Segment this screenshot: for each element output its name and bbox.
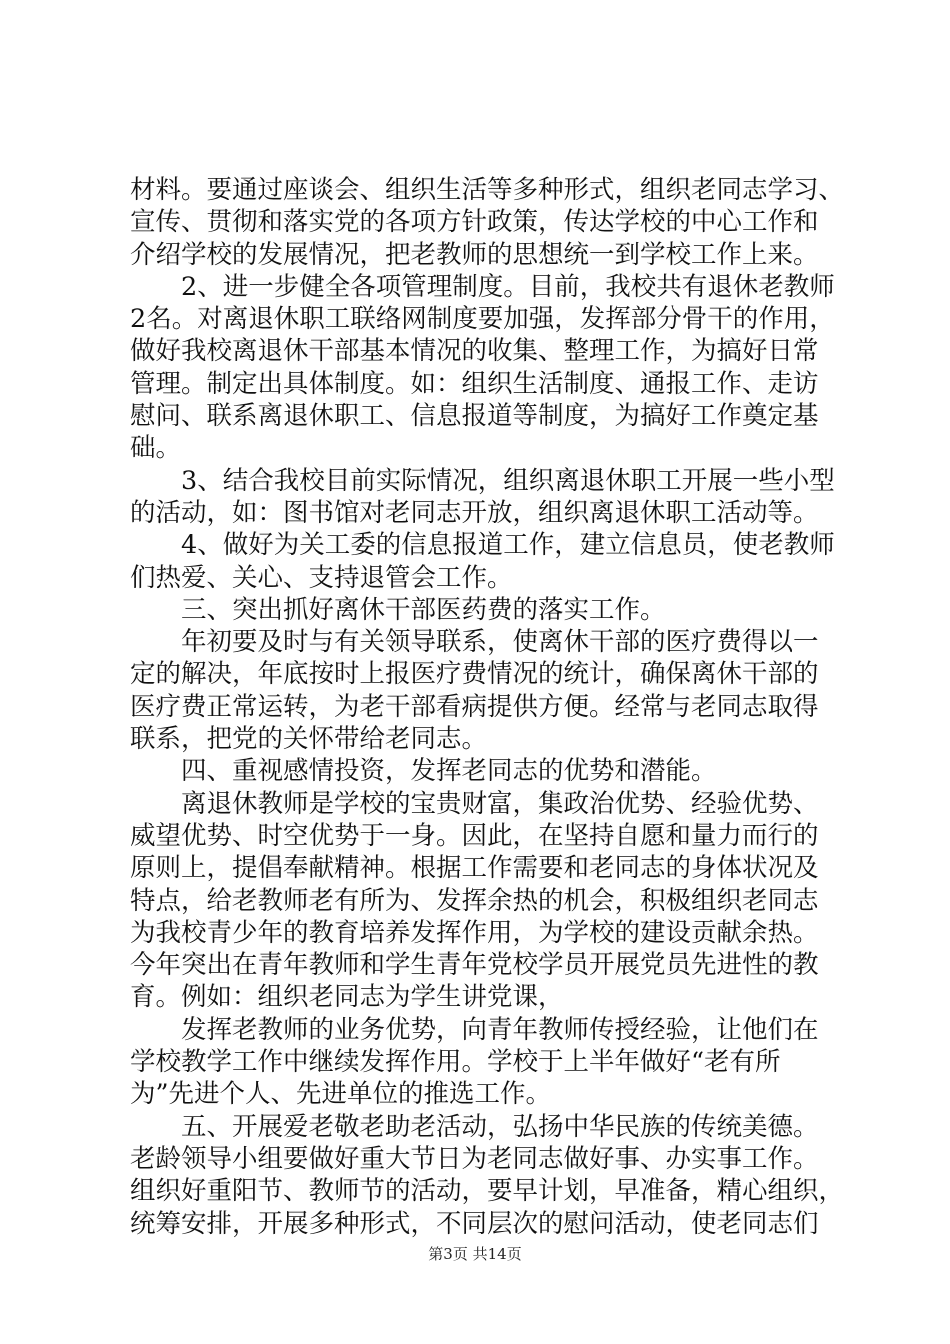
text-line: 材料。要通过座谈会、组织生活等多种形式，组织老同志学习、 [130, 175, 845, 205]
text-line: 介绍学校的发展情况，把老教师的思想统一到学校工作上来。 [130, 239, 819, 270]
text-line: 的活动，如：图书馆对老同志开放，组织离退休职工活动等。 [130, 497, 819, 528]
text-line: 育。例如：组织老同志为学生讲党课， [130, 982, 564, 1013]
text-line: 威望优势、时空优势于一身。因此，在坚持自愿和量力而行的 [130, 820, 819, 851]
text-line: 统筹安排，开展多种形式，不同层次的慰问活动，使老同志们 [130, 1208, 819, 1239]
text-line: 联系，把党的关怀带给老同志。 [130, 724, 488, 755]
text-line: 管理。制定出具体制度。如：组织生活制度、通报工作、走访 [130, 368, 819, 399]
text-line: 做好我校离退休干部基本情况的收集、整理工作，为搞好日常 [130, 336, 819, 367]
text-line: 2名。对离退休职工联络网制度要加强，发挥部分骨干的作用， [130, 304, 835, 335]
text-line: 离退休教师是学校的宝贵财富，集政治优势、经验优势、 [181, 788, 819, 819]
text-line: 五、开展爱老敬老助老活动，弘扬中华民族的传统美德。 [181, 1111, 819, 1142]
text-line: 4、做好为关工委的信息报道工作，建立信息员，使老教师 [181, 530, 835, 561]
text-line: 四、重视感情投资，发挥老同志的优势和潜能。 [181, 756, 717, 787]
text-line: 们热爱、关心、支持退管会工作。 [130, 562, 513, 593]
page-number-label: 第3页 共14页 [428, 1245, 522, 1263]
page-footer [0, 1243, 950, 1264]
text-line: 医疗费正常运转，为老干部看病提供方便。经常与老同志取得 [130, 691, 819, 722]
text-line: 慰问、联系离退休职工、信息报道等制度，为搞好工作奠定基 [130, 401, 819, 432]
text-line: 原则上，提倡奉献精神。根据工作需要和老同志的身体状况及 [130, 853, 819, 884]
text-line: 2、进一步健全各项管理制度。目前，我校共有退休老教师 [181, 271, 835, 302]
text-line: 老龄领导小组要做好重大节日为老同志做好事、办实事工作。 [130, 1143, 819, 1174]
document-body [130, 174, 845, 1240]
text-lines [130, 174, 845, 1240]
text-line: 3、结合我校目前实际情况，组织离退休职工开展一些小型 [181, 465, 835, 496]
text-line: 年初要及时与有关领导联系，使离休干部的医疗费得以一 [181, 627, 819, 658]
text-line: 组织好重阳节、教师节的活动，要早计划，早准备，精心组织， [130, 1176, 845, 1207]
text-line: 为我校青少年的教育培养发挥作用，为学校的建设贡献余热。 [130, 917, 819, 948]
text-line: 学校教学工作中继续发挥作用。学校于上半年做好“老有所 [130, 1047, 781, 1078]
text-line: 特点，给老教师老有所为、发挥余热的机会，积极组织老同志 [130, 885, 819, 916]
text-line: 为”先进个人、先进单位的推选工作。 [130, 1079, 552, 1110]
text-line: 宣传、贯彻和落实党的各项方针政策，传达学校的中心工作和 [130, 207, 819, 238]
text-line: 三、突出抓好离休干部医药费的落实工作。 [181, 594, 666, 625]
text-line: 今年突出在青年教师和学生青年党校学员开展党员先进性的教 [130, 950, 819, 981]
text-line: 础。 [130, 433, 182, 464]
text-line: 定的解决，年底按时上报医疗费情况的统计，确保离休干部的 [130, 659, 819, 690]
text-line: 发挥老教师的业务优势，向青年教师传授经验，让他们在 [181, 1014, 819, 1045]
